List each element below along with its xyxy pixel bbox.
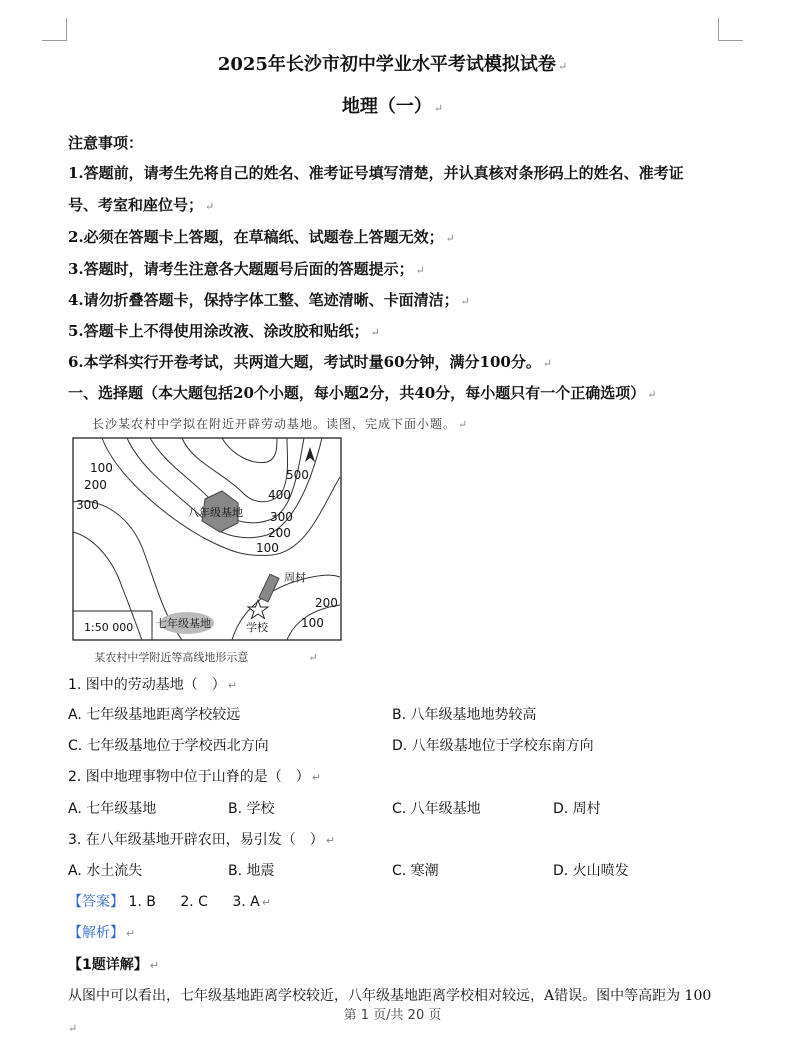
school-label: 学校 [246, 621, 268, 634]
contour-label: 200 [315, 596, 338, 610]
question-1-option-a[interactable]: A. 七年级基地距离学校较远 [68, 707, 241, 723]
note-item: 1.答题前，请考生先将自己的姓名、准考证号填写清楚，并认真核对条形码上的姓名、准考证 [68, 164, 684, 182]
note-item: 6.本学科实行开卷考试，共两道大题，考试时量60分钟，满分100分。 ↵ [68, 353, 553, 371]
analysis-sub-heading: 【1题详解】 ↵ [68, 957, 159, 973]
document-subtitle: 地理（一） ↵ [341, 96, 444, 117]
notes-heading: 注意事项： [68, 134, 144, 152]
answer-item: 1. B [128, 894, 156, 910]
section-heading: 一、选择题（本大题包括20个小题，每小题2分，共40分，每小题只有一个正确选项） ↵ [68, 384, 657, 402]
note-item: 5.答题卡上不得使用涂改液、涂改胶和贴纸； ↵ [68, 322, 380, 340]
scale-label: 1:50 000 [84, 621, 134, 634]
question-2-option-c[interactable]: C. 八年级基地 [392, 801, 481, 817]
grade8-base-label: 八年级基地 [188, 506, 243, 519]
answer-item: 3. A [232, 894, 260, 910]
contour-label: 200 [84, 478, 107, 492]
question-2-stem: 2. 图中地理事物中位于山脊的是（ ） ↵ [68, 769, 322, 785]
contour-label: 100 [256, 541, 279, 555]
contour-map [72, 437, 342, 641]
crop-mark-top-right [718, 18, 743, 41]
question-1-stem: 1. 图中的劳动基地（ ） ↵ [68, 677, 238, 693]
question-3-option-d[interactable]: D. 火山喷发 [553, 863, 629, 879]
page-footer: 第 1 页/共 20 页 [343, 1008, 442, 1023]
question-2-option-a[interactable]: A. 七年级基地 [68, 801, 157, 817]
contour-label: 300 [76, 498, 99, 512]
village-label: 周村 [284, 571, 306, 584]
question-2-option-d[interactable]: D. 周村 [553, 801, 601, 817]
crop-mark-top-left [42, 18, 67, 41]
answer-label: 【答案】 [68, 894, 124, 910]
analysis-text: 从图中可以看出，七年级基地距离学校较近，八年级基地距离学校相对较远，A错误。图中等高距为 100 [68, 988, 712, 1004]
question-1-option-d[interactable]: D. 八年级基地位于学校东南方向 [392, 738, 594, 754]
grade7-base-label: 七年级基地 [156, 617, 211, 630]
question-3-option-a[interactable]: A. 水土流失 [68, 863, 143, 879]
note-item: 2.必须在答题卡上答题，在草稿纸、试题卷上答题无效； ↵ [68, 228, 455, 246]
paragraph-mark: ↵ [68, 1022, 78, 1035]
contour-label: 100 [90, 461, 113, 475]
map-intro: 长沙某农村中学拟在附近开辟劳动基地。读图，完成下面小题。 ↵ [92, 417, 469, 431]
map-caption: 某农村中学附近等高线地形示意 ↵ [94, 651, 318, 664]
note-item: 号、考室和座位号； ↵ [68, 196, 215, 214]
question-3-stem: 3. 在八年级基地开辟农田，易引发（ ） ↵ [68, 832, 336, 848]
question-2-option-b[interactable]: B. 学校 [228, 801, 275, 817]
contour-label: 100 [301, 616, 324, 630]
contour-label: 300 [270, 510, 293, 524]
contour-label: 500 [286, 468, 309, 482]
contour-label: 400 [268, 488, 291, 502]
note-item: 4.请勿折叠答题卡，保持字体工整、笔迹清晰、卡面清洁； ↵ [68, 291, 470, 309]
analysis-label: 【解析】 ↵ [68, 925, 136, 941]
question-1-option-b[interactable]: B. 八年级基地地势较高 [392, 707, 537, 723]
question-1-option-c[interactable]: C. 七年级基地位于学校西北方向 [68, 738, 269, 754]
contour-label: 200 [268, 526, 291, 540]
question-3-option-b[interactable]: B. 地震 [228, 863, 275, 879]
question-3-option-c[interactable]: C. 寒潮 [392, 863, 439, 879]
document-title: 2025年长沙市初中学业水平考试模拟试卷 ↵ [217, 54, 568, 75]
note-item: 3.答题时，请考生注意各大题题号后面的答题提示； ↵ [68, 260, 425, 278]
answer-item: 2. C [180, 894, 208, 910]
answer-line: 【答案】 1. B 2. C 3. A ↵ [68, 894, 271, 910]
